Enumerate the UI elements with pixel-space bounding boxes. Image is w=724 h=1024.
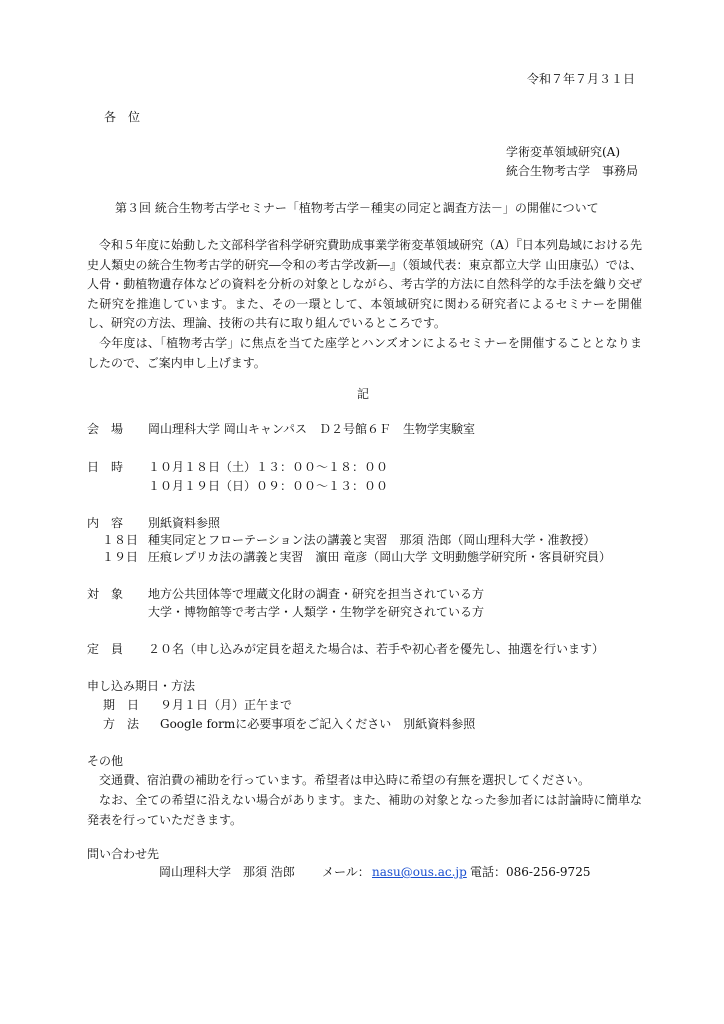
contact-heading: 問い合わせ先 — [87, 847, 160, 861]
capacity-label: 定 員 — [87, 642, 124, 656]
target-line-1: 地方公共団体等で埋蔵文化財の調査・研究を担当されている方 — [148, 587, 485, 601]
email-link[interactable]: nasu@ous.ac.jp — [372, 865, 467, 879]
target-label: 対 象 — [87, 587, 124, 601]
content-label: 内 容 — [87, 516, 124, 530]
datetime-label: 日 時 — [87, 460, 124, 474]
sender-line-2: 統合生物考古学 事務局 — [506, 164, 639, 178]
sender-line-1: 学術変革領域研究(A) — [506, 145, 621, 159]
venue-label: 会 場 — [87, 422, 124, 436]
method-label: 方 法 — [103, 717, 140, 731]
contact-phone: 電話：086-256-9725 — [470, 865, 591, 879]
method-value: Google formに必要事項をご記入ください 別紙資料参照 — [160, 717, 476, 731]
deadline-label: 期 日 — [103, 698, 140, 712]
content-item-day: １８日 — [102, 533, 139, 547]
application-heading: 申し込み期日・方法 — [87, 679, 196, 693]
document-title: 第３回 統合生物考古学セミナー「植物考古学－種実の同定と調査方法－」の開催について — [115, 201, 599, 215]
venue-value: 岡山理科大学 岡山キャンパス Ｄ２号館６Ｆ 生物学実験室 — [148, 422, 475, 436]
addressee: 各 位 — [104, 110, 141, 124]
body-paragraph-2: 今年度は、「植物考古学」に焦点を当てた座学とハンズオンによるセミナーを開催することとなりましたので、ご案内申し上げます。 — [87, 336, 642, 370]
other-paragraph-2: なお、全ての希望に沿えない場合があります。また、補助の対象となった参加者には討論時に簡単な発表を行っていただきます。 — [87, 793, 642, 827]
other-heading: その他 — [87, 754, 124, 768]
target-line-2: 大学・博物館等で考古学・人類学・生物学を研究されている方 — [148, 605, 485, 619]
content-item-text: 圧痕レプリカ法の講義と実習 濵田 竜彦（岡山大学 文明動態学研究所・客員研究員） — [148, 550, 612, 564]
datetime-line-1: １０月１８日（土）１３：００～１８：００ — [148, 460, 389, 474]
contact-org: 岡山理科大学 那須 浩郎 — [159, 865, 295, 879]
deadline-value: ９月１日（月）正午まで — [160, 698, 293, 712]
other-paragraph-1: 交通費、宿泊費の補助を行っています。希望者は申込時に希望の有無を選択してください。 — [99, 773, 591, 787]
datetime-line-2: １０月１９日（日）０９：００～１３：００ — [148, 479, 389, 493]
capacity-value: ２０名（申し込みが定員を超えた場合は、若手や初心者を優先し、抽選を行います） — [148, 642, 605, 656]
content-note: 別紙資料参照 — [148, 516, 221, 530]
content-item-text: 種実同定とフローテーション法の講義と実習 那須 浩郎（岡山理科大学・准教授） — [148, 533, 596, 547]
contact-mail-label: メール： — [322, 865, 370, 879]
content-item-day: １９日 — [102, 550, 139, 564]
date: 令和７年７月３１日 — [527, 72, 636, 86]
ki-heading: 記 — [357, 387, 370, 401]
body-paragraph-1: 令和５年度に始動した文部科学省科学研究費助成事業学術変革領域研究（A）『日本列島域における先史人類史の統合生物考古学的研究―令和の考古学改新―』（領域代表：東京都立大学 山田康弘）では、人骨・動植物遺存体などの資料を分析の対象としながら、考古学的方法に自然科学的な手法を織り交ぜた研究を推進しています。また、その一環として、本領域研究に関わる研究者によるセミナーを開催し、研究の方法、理論、技術の共有に取り組んでいるところです。 — [87, 238, 642, 331]
